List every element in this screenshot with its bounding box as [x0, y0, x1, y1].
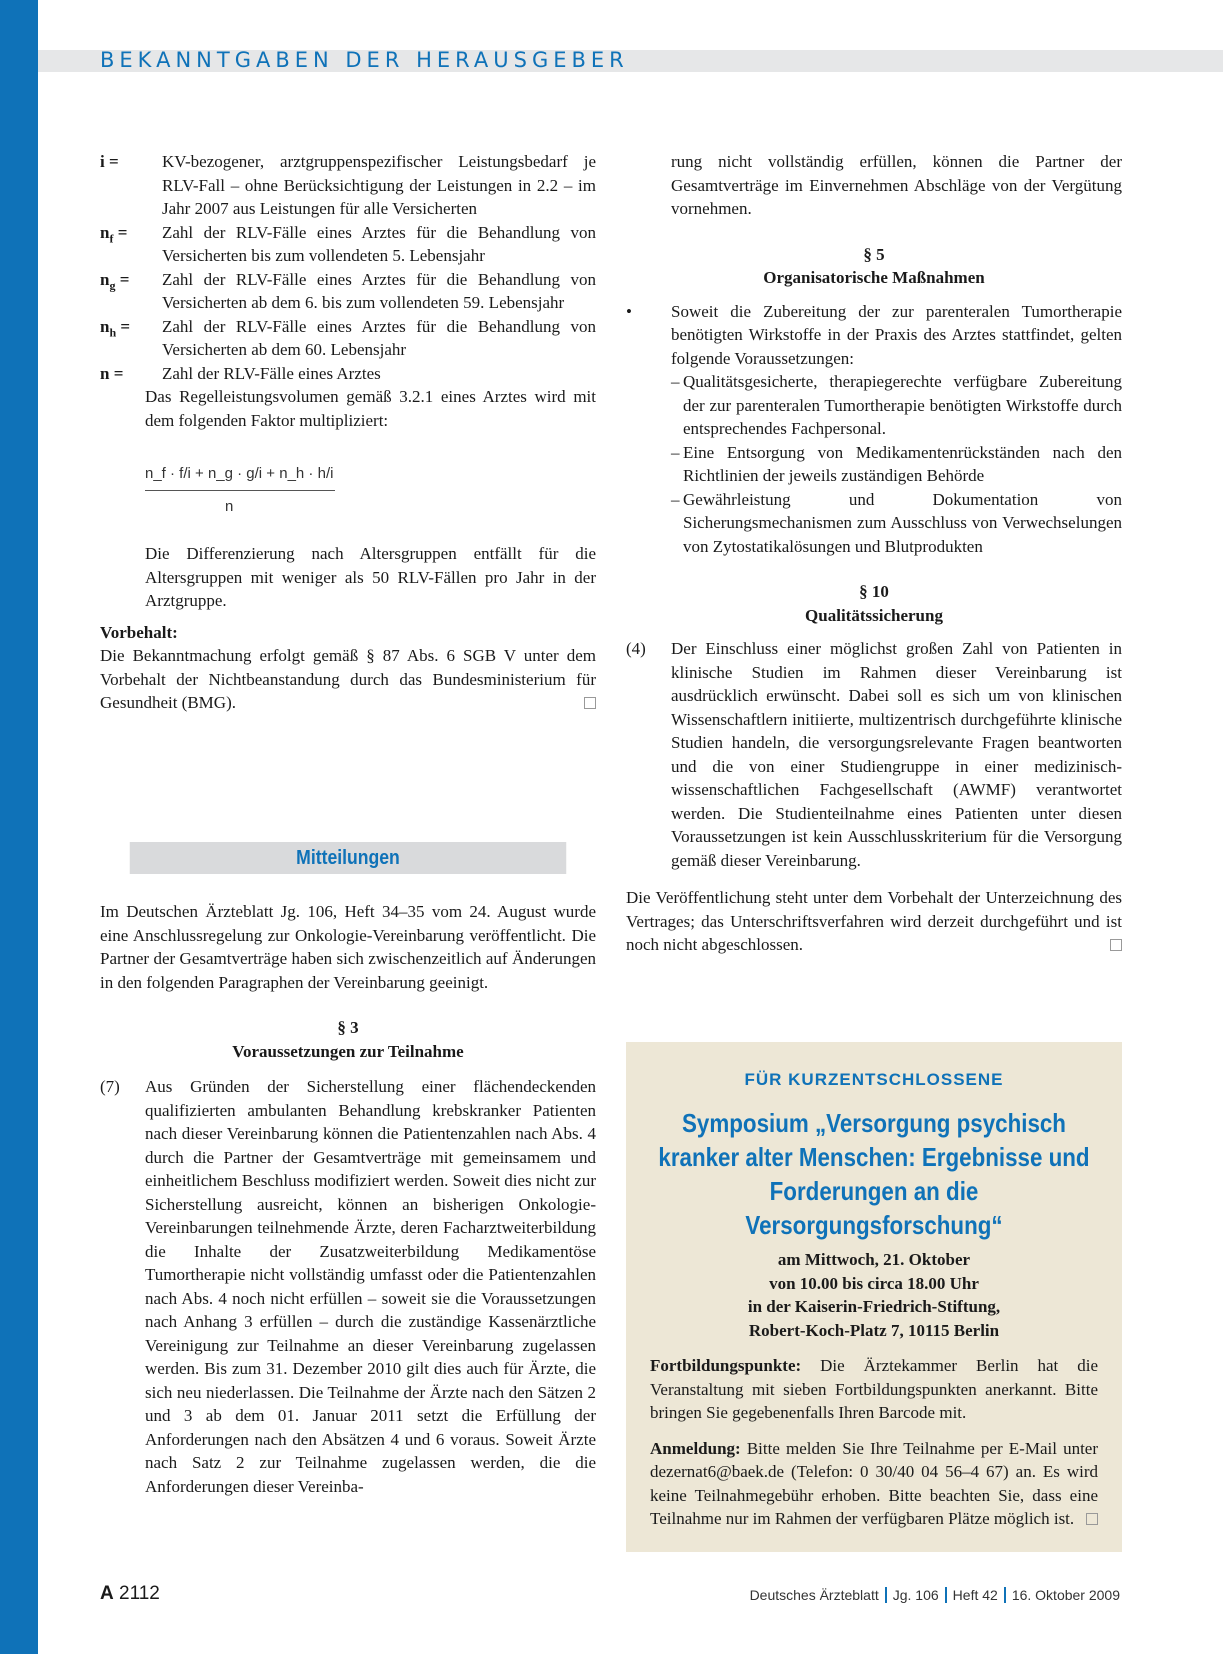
s3-title: Voraussetzungen zur Teilnahme	[232, 1041, 464, 1061]
definition-n	[100, 362, 596, 386]
definition-text: Zahl der RLV-Fälle eines Arztes für die Behandlung von Versicherten ab dem 6. bis zum vollendeten 59. Lebensjahr	[162, 269, 596, 312]
definition-symbol: n =	[100, 363, 124, 383]
end-mark-icon	[1086, 1513, 1098, 1525]
definition-text: KV-bezogener, arztgruppenspezifischer Leistungsbedarf je RLV-Fall – ohne Berücksichtigung der Leistungen in 2.2 – im Jahr 2007 aus Leistungen für alle Versicherten	[162, 152, 596, 218]
paragraph-text: Der Einschluss einer möglichst großen Zahl von Patienten in klinische Studien im Rahmen dieser Vereinbarung ist ausdrücklich erwünscht. Dabei soll es sich um von klinischen Wissenschaftlern initiierte, multizentrisch durchgeführte klinische Studien handeln, die versorgungsrelevante Fragen beantworten und die von einer Studiengruppe in einer medizinisch-wissenschaftlichen Fachgesellschaft (AWMF) verantwortet werden. Die Studienteilnahme eines Patienten unter diesen Voraussetzungen ist kein Ausschlusskriterium für die Versorgung gemäß dieser Vereinbarung.	[671, 639, 1122, 870]
notice-registration: Anmeldung: Bitte melden Sie Ihre Teilnahme per E-Mail unter dezernat6@baek.de (Telefon: 0 30/40 04 56–4 67) an. Es wird keine Teilnahmegebühr erhoben. Bitte beachten Sie, dass eine Teilnahme nur im Rahmen der verfügbaren Plätze möglich ist.	[650, 1438, 1099, 1528]
section-header-title: BEKANNTGABEN DER HERAUSGEBER	[100, 48, 629, 72]
dash-item: – Qualitätsgesicherte, therapiegerechte verfügbare Zubereitung der zur parenteralen Tumortherapie benötigten Wirkstoffe durch entsprechendes Fachpersonal.	[671, 372, 1122, 438]
section-bar-mitteilungen: Mitteilungen	[130, 842, 566, 874]
notice-date-location: am Mittwoch, 21. Oktober von 10.00 bis circa 18.00 Uhr in der Kaiserin-Friedrich-Stiftung, Robert-Koch-Platz 7, 10115 Berlin	[747, 1250, 1001, 1340]
bullet-text: Soweit die Zubereitung der zur parenteralen Tumortherapie benötigten Wirkstoffe in der Praxis des Arztes stattfindet, gelten folgende Voraussetzungen:	[671, 301, 1122, 368]
formula-denominator: n	[225, 497, 234, 515]
left-accent-stripe	[0, 0, 38, 1654]
age-note: Die Differenzierung nach Altersgruppen entfällt für die Altersgruppen mit weniger als 50 RLV-Fällen pro Jahr in der Arztgruppe.	[145, 544, 596, 610]
definition-text: Zahl der RLV-Fälle eines Arztes für die Behandlung von Versicherten bis zum vollendeten 5. Lebensjahr	[162, 222, 596, 265]
s10-number: § 10	[859, 582, 889, 601]
journal-footer: Deutsches Ärzteblatt Jg. 106 Heft 42 16. Oktober 2009	[749, 1587, 1120, 1603]
definition-nh	[100, 315, 596, 362]
s10-title: Qualitätssicherung	[805, 605, 943, 625]
end-mark-icon	[1110, 939, 1122, 951]
definition-symbol: $n_f$ =	[100, 222, 128, 245]
definition-text: Zahl der RLV-Fälle eines Arztes für die Behandlung von Versicherten ab dem 60. Lebensjahr	[162, 316, 596, 359]
event-notice-box	[626, 1042, 1122, 1552]
paragraph-number: (7)	[100, 1077, 120, 1096]
s10-paragraph-4	[626, 637, 1122, 872]
s5-number: § 5	[863, 244, 885, 264]
factor-intro: Das Regelleistungsvolumen gemäß 3.2.1 eines Arztes wird mit dem folgenden Faktor multipliziert:	[145, 387, 596, 430]
s3-paragraph-7	[100, 1075, 596, 1498]
definition-i	[100, 150, 596, 221]
definition-ng	[100, 268, 596, 315]
bullet-icon: •	[626, 301, 632, 321]
reservation-text: Die Bekanntmachung erfolgt gemäß § 87 Abs. 6 SGB V unter dem Vorbehalt der Nichtbeanstandung durch das Bundesministerium für Gesundheit (BMG).	[100, 646, 596, 712]
paragraph-text: Aus Gründen der Sicherstellung einer flächendeckenden qualifizierten ambulanten Behandlung krebskranker Patienten nach dieser Vereinbarung können die Patientenzahlen nach Abs. 4 durch die Partner der Gesamtverträge mit gemeinsamem und einheitlichem Beschluss modifiziert werden. Soweit dies nicht zur Sicherstellung ausreicht, können an bisherigen Onkologie-Vereinbarungen teilnehmende Ärzte, deren Facharztweiterbildung die Inhalte der Zusatzweiterbildung Medikamentöse Tumortherapie nicht vollständig umfasst oder die Patientenzahlen nach Abs. 4 noch nicht erfüllen – soweit sie die Voraussetzungen nach Anhang 3 erfüllen – durch die zuständige Kassenärztliche Vereinigung zur Teilnahme an dieser Vereinbarung zugelassen werden. Bis zum 31. Dezember 2010 gilt dies auch für Ärzte, die sich neu niederlassen. Die Teilnahme der Ärzte nach den Sätzen 2 und 3 ab dem 01. Januar 2011 setzt die Erfüllung der Anforderungen nach den Absätzen 4 und 6 voraus. Soweit Ärzte nach Satz 2 zur Teilnahme zugelassen werden, die die Anforderungen dieser Vereinba-	[145, 1077, 596, 1496]
notice-points: Fortbildungspunkte: Die Ärztekammer Berlin hat die Veranstaltung mit sieben Fortbildungspunkten anerkannt. Bitte bringen Sie gegebenenfalls Ihren Barcode mit.	[650, 1356, 1099, 1422]
definition-symbol: $n_g$ =	[100, 269, 130, 292]
continuation-text: rung nicht vollständig erfüllen, können die Partner der Gesamtverträge im Einvernehmen Abschläge von der Vergütung vornehmen.	[671, 152, 1122, 218]
factor-formula	[100, 462, 596, 518]
left-column-top	[100, 150, 596, 715]
paragraph-number: (4)	[626, 639, 646, 658]
definition-symbol: i =	[100, 152, 119, 171]
definition-text: Zahl der RLV-Fälle eines Arztes	[162, 363, 381, 383]
announcement-paragraph: Im Deutschen Ärzteblatt Jg. 106, Heft 34–35 vom 24. August wurde eine Anschlussregelung zur Onkologie-Vereinbarung veröffentlicht. Die Partner der Gesamtverträge haben sich zwischenzeitlich auf Änderungen in den folgenden Paragraphen der Vereinbarung geeinigt.	[100, 902, 596, 992]
notice-kicker: FÜR KURZENTSCHLOSSENE	[744, 1070, 1004, 1089]
right-column	[626, 150, 1122, 957]
dash-item: – Gewährleistung und Dokumentation von Sicherungsmechanismen zum Ausschluss von Verwechselungen von Zytostatikalösungen und Blutprodukten	[671, 489, 1122, 556]
dash-item: – Eine Entsorgung von Medikamentenrückständen nach den Richtlinien der jeweils zuständigen Behörde	[671, 442, 1122, 485]
notice-title: Symposium „Versorgung psychisch kranker alter Menschen: Ergebnisse und Forderungen an die Versorgungsforschung“	[658, 1108, 1090, 1240]
definition-symbol: $n_h$ =	[100, 316, 131, 339]
publication-note: Die Veröffentlichung steht unter dem Vorbehalt der Unterzeichnung des Vertrages; das Unterschriftsverfahren wird derzeit durchgeführt und ist noch nicht abgeschlossen.	[626, 888, 1122, 954]
left-column-bottom	[100, 900, 596, 1498]
formula-numerator: n_f · f/i + n_g · g/i + n_h · h/i	[145, 462, 335, 491]
definition-nf	[100, 221, 596, 268]
reservation-heading: Vorbehalt:	[100, 622, 178, 642]
s3-number: § 3	[337, 1018, 359, 1037]
s5-title: Organisatorische Maßnahmen	[763, 268, 985, 287]
page-number: A 2112	[100, 1583, 160, 1604]
end-mark-icon	[584, 697, 596, 709]
s5-dash-list	[626, 370, 1122, 558]
s5-bullet	[626, 300, 1122, 371]
